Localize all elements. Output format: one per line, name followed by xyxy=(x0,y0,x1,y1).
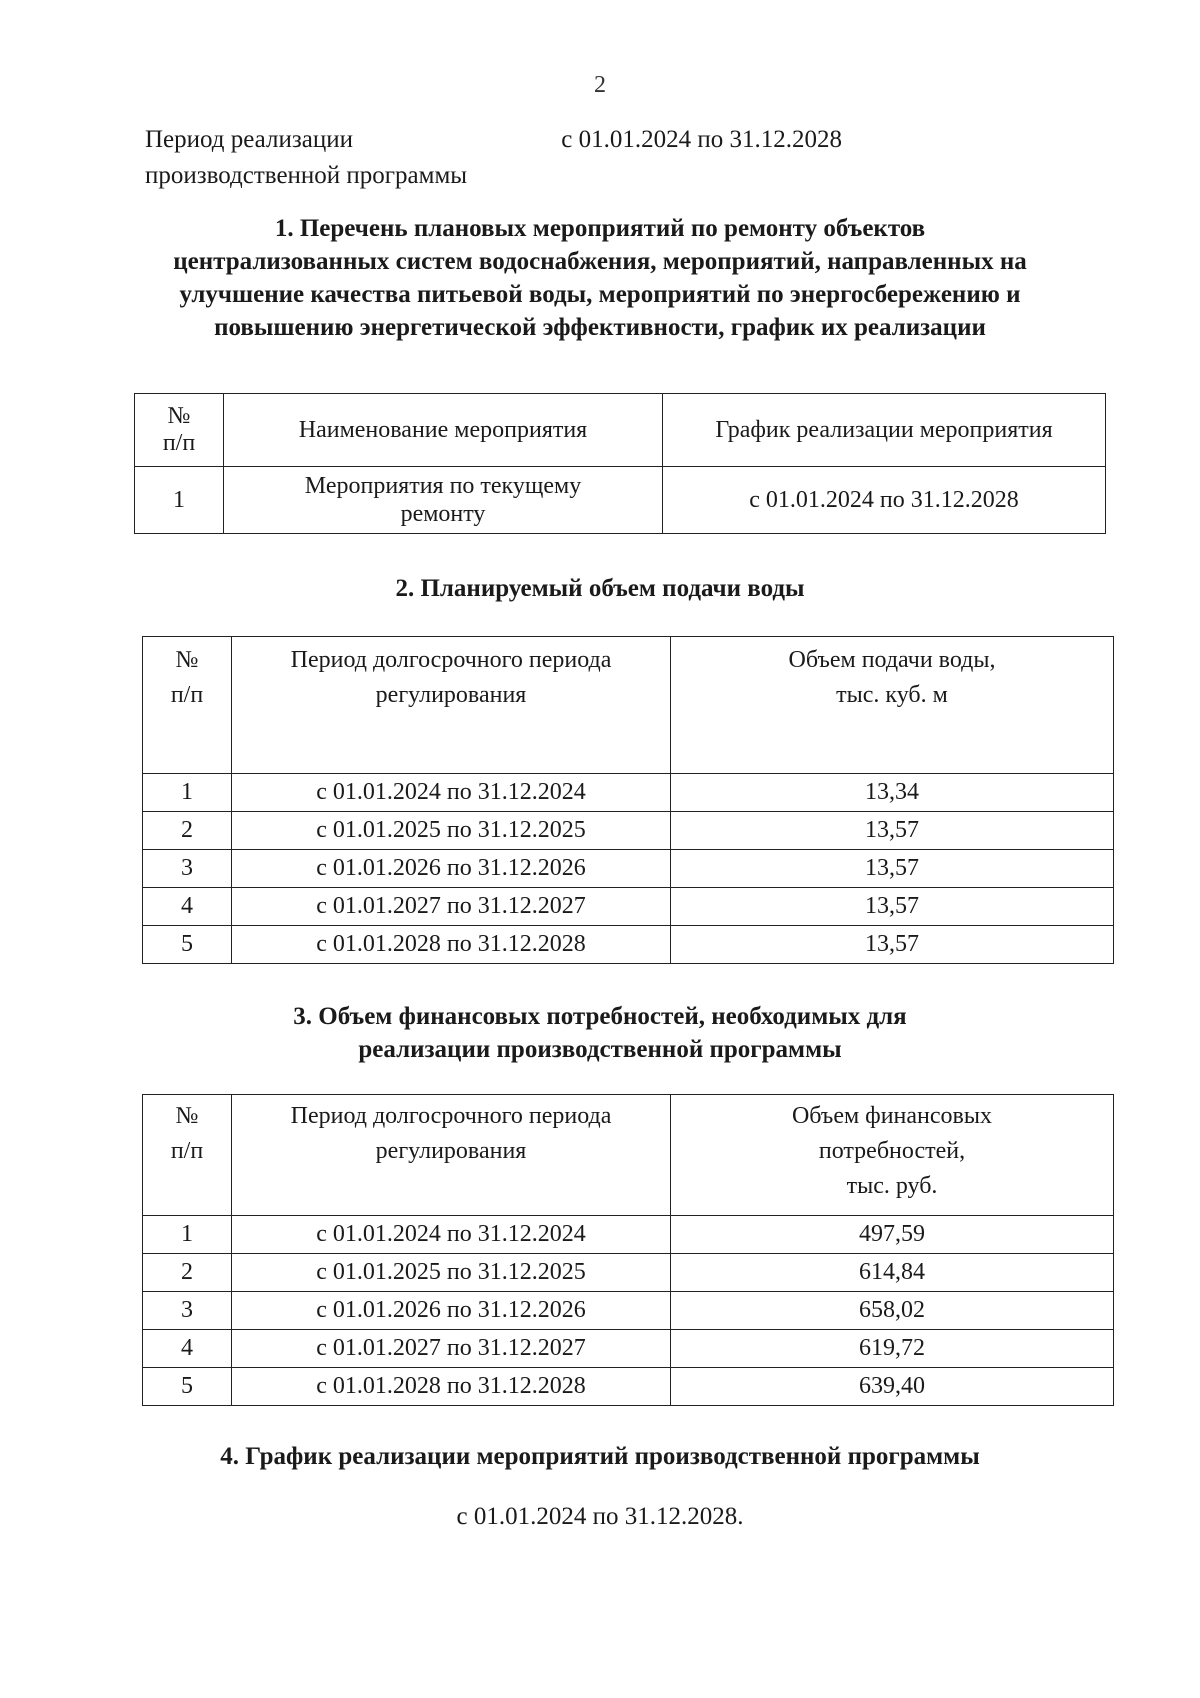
table-header-row xyxy=(143,637,1114,774)
header-period xyxy=(232,637,671,774)
row-period: с 01.01.2025 по 31.12.2025 xyxy=(232,812,671,850)
row-volume: 13,57 xyxy=(671,926,1114,964)
section-4-period: с 01.01.2024 по 31.12.2028. xyxy=(456,1503,744,1530)
header-num-line: п/п xyxy=(162,430,196,456)
header-financial-volume xyxy=(671,1095,1114,1216)
table-row xyxy=(143,1254,1114,1292)
financial-needs-table xyxy=(142,1094,1114,1406)
header-num xyxy=(135,394,224,467)
row-activity-name xyxy=(224,467,663,534)
header-num-line: п/п xyxy=(170,1138,204,1164)
header-num-line: № xyxy=(167,403,191,429)
row-volume: 13,34 xyxy=(671,774,1114,812)
row-num: 1 xyxy=(143,774,232,812)
activity-name-line: Мероприятия по текущему xyxy=(304,473,582,499)
table-row xyxy=(143,926,1114,964)
row-schedule: с 01.01.2024 по 31.12.2028 xyxy=(663,467,1106,534)
header-schedule: График реализации мероприятия xyxy=(663,394,1106,467)
row-num: 1 xyxy=(143,1216,232,1254)
table-row xyxy=(143,812,1114,850)
section-2-title: 2. Планируемый объем подачи воды xyxy=(395,575,805,602)
row-volume: 13,57 xyxy=(671,850,1114,888)
row-period: с 01.01.2027 по 31.12.2027 xyxy=(232,888,671,926)
header-period-line: регулирования xyxy=(375,682,527,708)
header-fin-line: Объем финансовых xyxy=(791,1103,993,1129)
header-period-line: Период долгосрочного периода xyxy=(290,647,612,673)
period-value: с 01.01.2024 по 31.12.2028 xyxy=(561,126,842,153)
row-period: с 01.01.2028 по 31.12.2028 xyxy=(232,1368,671,1406)
header-num xyxy=(143,1095,232,1216)
table-row xyxy=(143,1368,1114,1406)
table-row xyxy=(135,467,1106,534)
header-period-line: регулирования xyxy=(375,1138,527,1164)
section-1-title xyxy=(0,212,1200,344)
header-period-line: Период долгосрочного периода xyxy=(290,1103,612,1129)
row-num: 2 xyxy=(143,1254,232,1292)
table-header-row xyxy=(143,1095,1114,1216)
water-supply-table xyxy=(142,636,1114,964)
row-volume: 13,57 xyxy=(671,888,1114,926)
row-financial-value: 614,84 xyxy=(671,1254,1114,1292)
section-3-title-line: 3. Объем финансовых потребностей, необходимых для xyxy=(293,1003,907,1030)
row-financial-value: 497,59 xyxy=(671,1216,1114,1254)
table-header-row xyxy=(135,394,1106,467)
row-period: с 01.01.2025 по 31.12.2025 xyxy=(232,1254,671,1292)
row-num: 3 xyxy=(143,850,232,888)
row-period: с 01.01.2026 по 31.12.2026 xyxy=(232,1292,671,1330)
table-row xyxy=(143,888,1114,926)
period-label-line: Период реализации xyxy=(145,126,353,153)
implementation-period xyxy=(145,122,842,194)
table-row xyxy=(143,1216,1114,1254)
header-volume xyxy=(671,637,1114,774)
header-volume-line: Объем подачи воды, xyxy=(788,647,996,673)
row-num: 2 xyxy=(143,812,232,850)
row-num: 1 xyxy=(135,467,224,534)
header-volume-line: тыс. куб. м xyxy=(836,682,948,708)
header-num-line: № xyxy=(175,647,199,673)
section-1-title-line: централизованных систем водоснабжения, мероприятий, направленных на xyxy=(173,248,1027,275)
row-period: с 01.01.2027 по 31.12.2027 xyxy=(232,1330,671,1368)
page-number: 2 xyxy=(594,72,606,98)
section-1-title-line: улучшение качества питьевой воды, мероприятий по энергосбережению и xyxy=(179,281,1021,308)
period-label-line: производственной программы xyxy=(145,162,468,189)
section-3-title-line: реализации производственной программы xyxy=(358,1036,842,1063)
row-num: 4 xyxy=(143,888,232,926)
section-1-title-line: 1. Перечень плановых мероприятий по ремонту объектов xyxy=(274,215,926,242)
row-num: 5 xyxy=(143,1368,232,1406)
header-num xyxy=(143,637,232,774)
table-row xyxy=(143,850,1114,888)
row-period: с 01.01.2026 по 31.12.2026 xyxy=(232,850,671,888)
period-label xyxy=(145,122,555,194)
table-row xyxy=(143,1292,1114,1330)
header-activity-name: Наименование мероприятия xyxy=(224,394,663,467)
row-financial-value: 619,72 xyxy=(671,1330,1114,1368)
section-4-title: 4. График реализации мероприятий производственной программы xyxy=(220,1443,980,1470)
activities-table xyxy=(134,393,1106,534)
section-1-title-line: повышению энергетической эффективности, график их реализации xyxy=(214,314,986,341)
row-financial-value: 658,02 xyxy=(671,1292,1114,1330)
row-period: с 01.01.2024 по 31.12.2024 xyxy=(232,1216,671,1254)
row-financial-value: 639,40 xyxy=(671,1368,1114,1406)
table-row xyxy=(143,1330,1114,1368)
section-3-title xyxy=(0,1000,1200,1066)
row-num: 5 xyxy=(143,926,232,964)
header-fin-line: потребностей, xyxy=(818,1138,966,1164)
row-period: с 01.01.2024 по 31.12.2024 xyxy=(232,774,671,812)
row-period: с 01.01.2028 по 31.12.2028 xyxy=(232,926,671,964)
row-num: 3 xyxy=(143,1292,232,1330)
row-num: 4 xyxy=(143,1330,232,1368)
header-period xyxy=(232,1095,671,1216)
header-fin-line: тыс. руб. xyxy=(846,1173,938,1199)
row-volume: 13,57 xyxy=(671,812,1114,850)
header-num-line: п/п xyxy=(170,682,204,708)
header-num-line: № xyxy=(175,1103,199,1129)
table-row xyxy=(143,774,1114,812)
activity-name-line: ремонту xyxy=(400,501,486,527)
